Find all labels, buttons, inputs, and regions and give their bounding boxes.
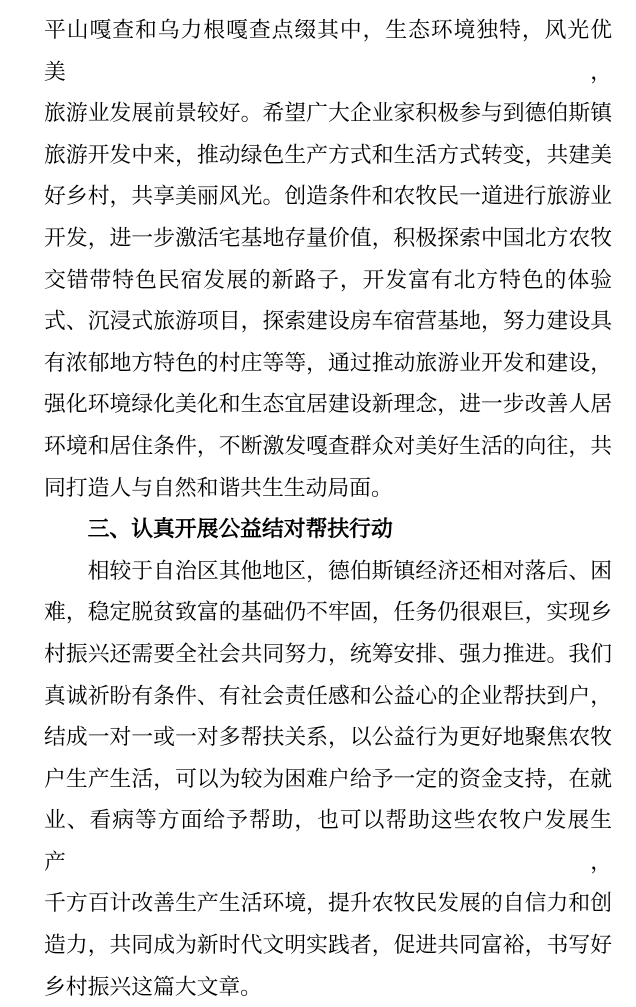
text-line: 环境和居住条件，不断激发嘎查群众对美好生活的向往，共 — [44, 432, 612, 458]
text-line: 结成一对一或一对多帮扶关系，以公益行为更好地聚焦农牧 — [44, 724, 612, 750]
text-line: 开发，进一步激活宅基地存量价值，积极探索中国北方农牧 — [44, 224, 612, 250]
text-line: 强化环境绿化美化和生态宜居建设新理念，进一步改善人居 — [44, 391, 612, 417]
text-line: 旅游开发中来，推动绿色生产方式和生活方式转变，共建美 — [44, 141, 612, 167]
text-line: 平山嘎查和乌力根嘎查点缀其中，生态环境独特，风光优美， — [44, 17, 612, 84]
text-line: 难，稳定脱贫致富的基础仍不牢固，任务仍很艰巨，实现乡 — [44, 599, 612, 625]
text-line: 真诚祈盼有条件、有社会责任感和公益心的企业帮扶到户， — [44, 682, 612, 708]
text-line: 户生产生活，可以为较为困难户给予一定的资金支持，在就 — [44, 765, 612, 791]
text-line: 造力，共同成为新时代文明实践者，促进共同富裕，书写好 — [44, 932, 612, 958]
text-line: 乡村振兴这篇大文章。 — [44, 973, 262, 999]
text-line: 好乡村，共享美丽风光。创造条件和农牧民一道进行旅游业 — [44, 183, 612, 209]
text-line: 千方百计改善生产生活环境，提升农牧民发展的自信力和创 — [44, 890, 612, 916]
section-heading: 三、认真开展公益结对帮扶行动 — [87, 516, 393, 542]
text-line: 相较于自治区其他地区，德伯斯镇经济还相对落后、困 — [87, 557, 612, 583]
text-line: 同打造人与自然和谐共生生动局面。 — [44, 474, 393, 500]
text-line: 式、沉浸式旅游项目，探索建设房车宿营基地，努力建设具 — [44, 308, 612, 334]
text-line: 旅游业发展前景较好。希望广大企业家积极参与到德伯斯镇 — [44, 100, 612, 126]
text-line: 村振兴还需要全社会共同努力，统筹安排、强力推进。我们 — [44, 640, 612, 666]
text-line: 交错带特色民宿发展的新路子，开发富有北方特色的体验 — [44, 266, 612, 292]
text-line: 业、看病等方面给予帮助，也可以帮助这些农牧户发展生产， — [44, 807, 612, 874]
text-line: 有浓郁地方特色的村庄等等，通过推动旅游业开发和建设， — [44, 349, 612, 375]
